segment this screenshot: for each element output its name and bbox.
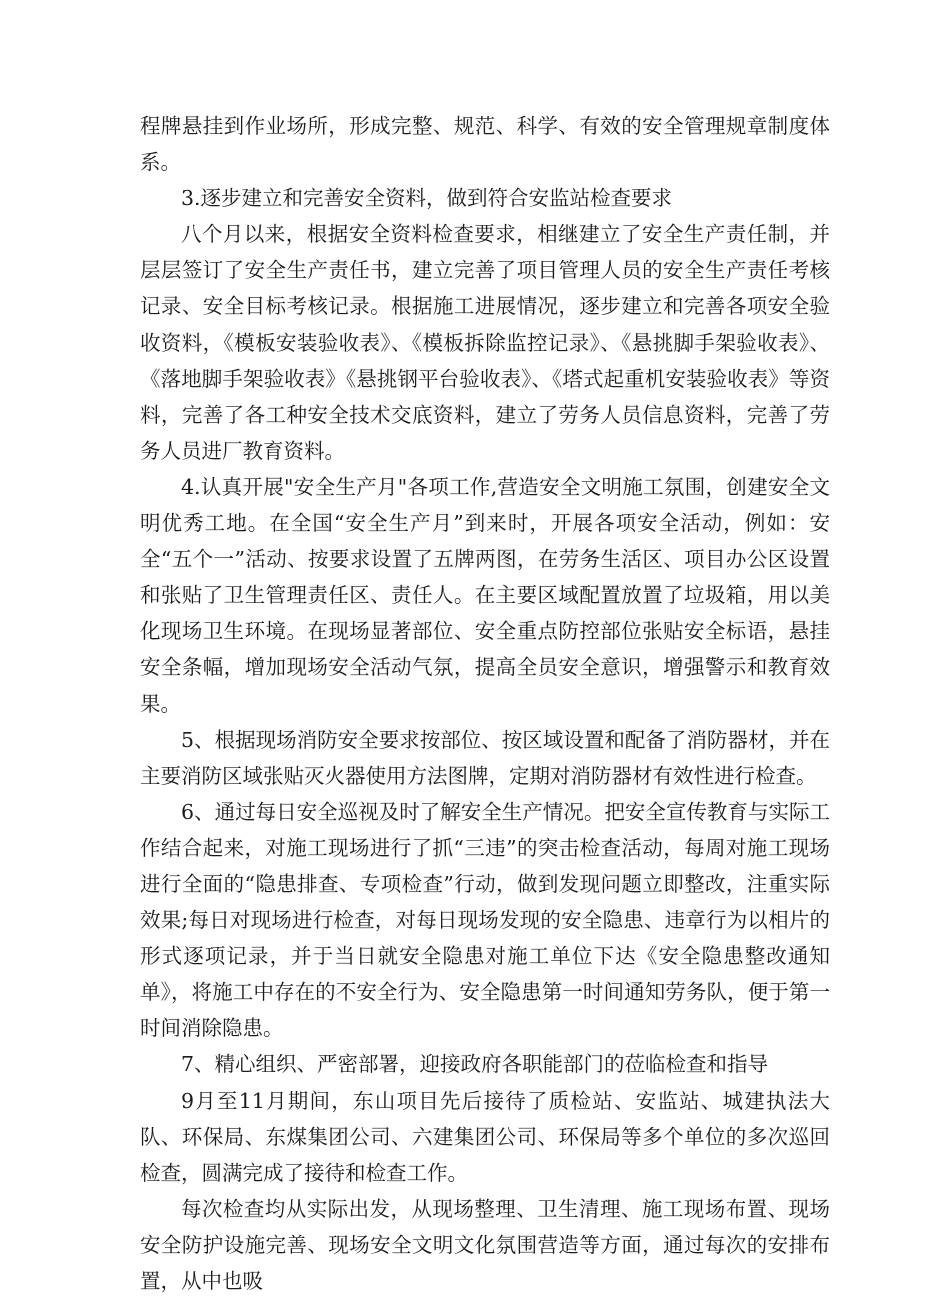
paragraph-safety-records: 八个月以来，根据安全资料检查要求，相继建立了安全生产责任制，并层层签订了安全生产责任书，建立完善了项目管理人员的安全生产责任考核记录、安全目标考核记录。根据施工进展情况，逐步建立和完善各项安全验收资料，《模板安装验收表》、《模板拆除监控记录》、《悬挑脚手架验收表》、《落地脚手架验收表》《悬挑钢平台验收表》、《塔式起重机安装验收表》等资料，完善了各工种安全技术交底资料，建立了劳务人员信息资料，完善了劳务人员进厂教育资料。 — [140, 222, 830, 463]
paragraph-continuation: 程牌悬挂到作业场所，形成完整、规范、科学、有效的安全管理规章制度体系。 — [140, 114, 830, 175]
section-heading-4: 4.认真开展"安全生产月"各项工作,营造安全文明施工氛围，创建安全文明优秀工地。在全国“安全生产月”到来时，开展各项安全活动，例如：安全“五个一”活动、按要求设置了五牌两图，在劳务生活区、项目办公区设置和张贴了卫生管理责任区、责任人。在主要区域配置放置了垃圾箱，用以美化现场卫生环境。在现场显著部位、安全重点防控部位张贴安全标语，悬挂安全条幅，增加现场安全活动气氛，提高全员安全意识，增强警示和教育效果。 — [140, 474, 830, 716]
paragraph-daily-inspection: 6、通过每日安全巡视及时了解安全生产情况。把安全宣传教育与实际工作结合起来，对施工现场进行了抓“三违”的突击检查活动，每周对施工现场进行全面的“隐患排查、专项检查”行动，做到发现问题立即整改，注重实际效果;每日对现场进行检查，对每日现场发现的安全隐患、违章行为以相片的形式逐项记录，并于当日就安全隐患对施工单位下达《安全隐患整改通知单》，将施工中存在的不安全行为、安全隐患第一时间通知劳务队，便于第一时间消除隐患。 — [140, 799, 830, 1041]
document-page — [140, 108, 830, 1299]
paragraph-fire-safety: 5、根据现场消防安全要求按部位、按区域设置和配备了消防器材，并在主要消防区域张贴灭火器使用方法图牌，定期对消防器材有效性进行检查。 — [140, 727, 830, 788]
paragraph-inspection-visits: 9月至11月期间，东山项目先后接待了质检站、安监站、城建执法大队、环保局、东煤集团公司、六建集团公司、环保局等多个单位的多次巡回检查，圆满完成了接待和检查工作。 — [140, 1088, 830, 1185]
section-heading-7: 7、精心组织、严密部署，迎接政府各职能部门的莅临检查和指导 — [181, 1052, 769, 1077]
section-heading-3: 3.逐步建立和完善安全资料，做到符合安监站检查要求 — [181, 186, 673, 211]
paragraph-each-inspection: 每次检查均从实际出发，从现场整理、卫生清理、施工现场布置、现场安全防护设施完善、现场安全文明文化氛围营造等方面，通过每次的安排布置，从中也吸 — [140, 1196, 830, 1293]
